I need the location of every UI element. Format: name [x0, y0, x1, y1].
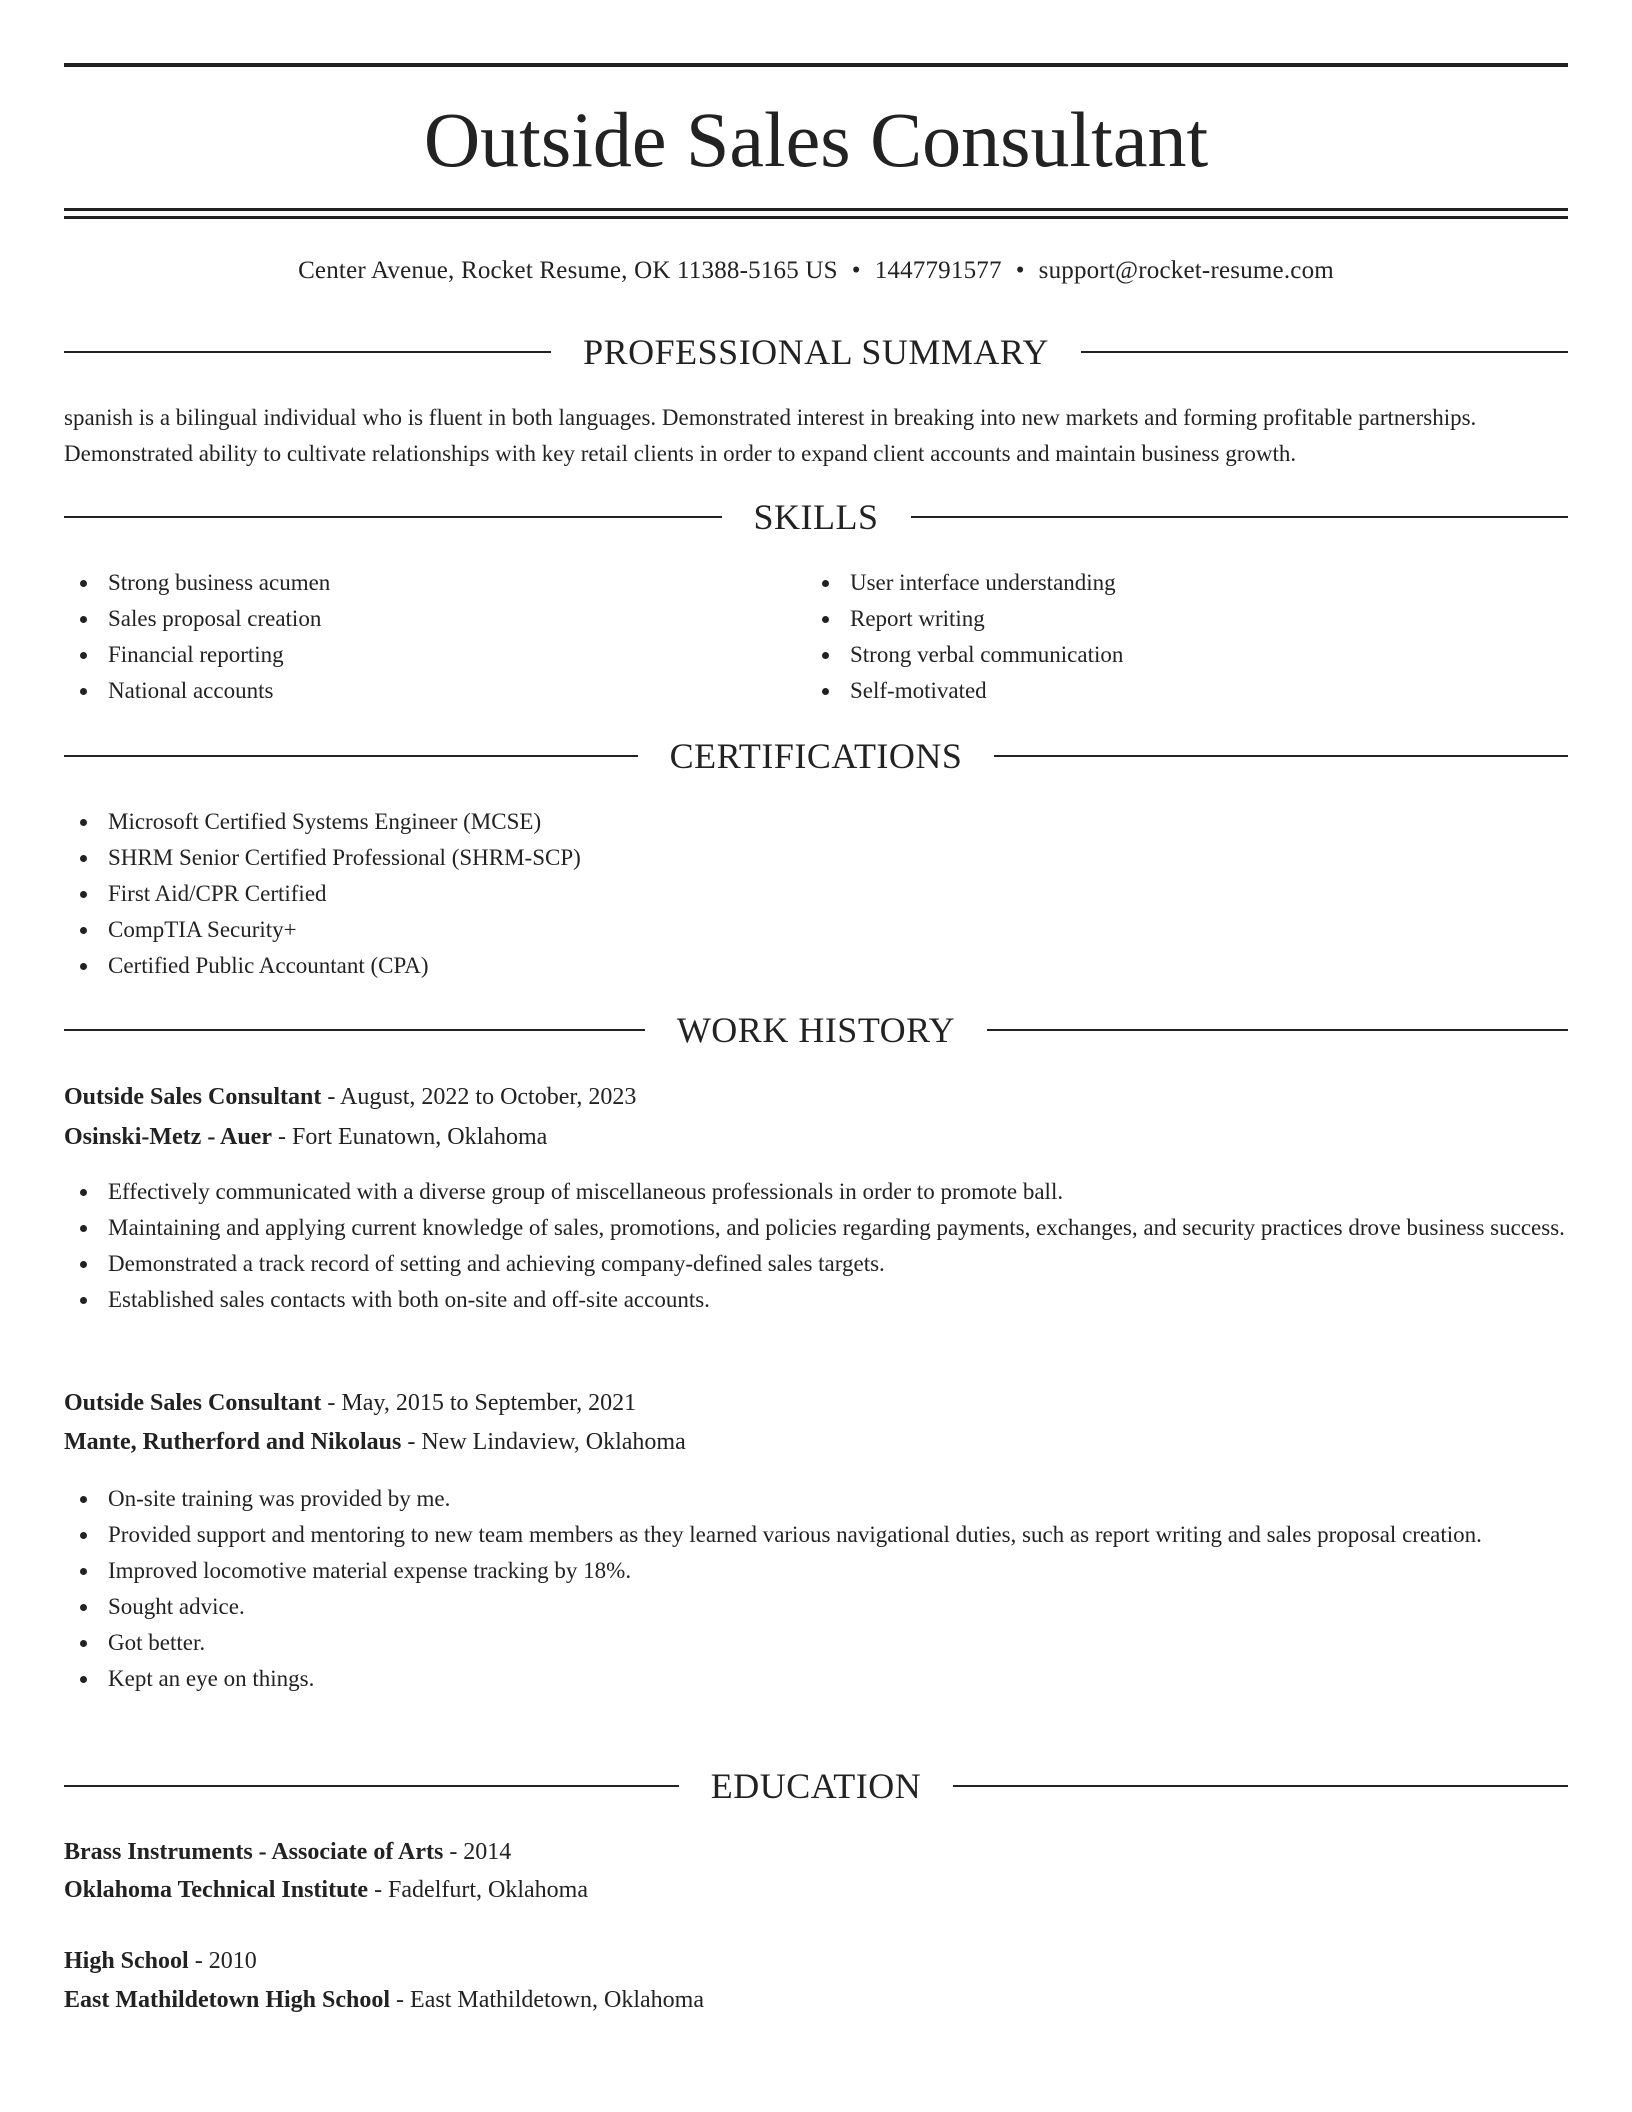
- job-dates: - August, 2022 to October, 2023: [321, 1084, 637, 1110]
- header-double-rule-lower: [64, 216, 1568, 219]
- education-degree-line: [64, 1834, 1568, 1870]
- skill-item: User interface understanding: [806, 565, 1546, 601]
- job-duty-item: Provided support and mentoring to new team members as they learned various navigational duties, such as report writing and sales proposal creation.: [64, 1517, 1568, 1553]
- education-section-heading: [64, 1764, 1568, 1808]
- education-location: - Fadelfurt, Oklahoma: [368, 1877, 588, 1903]
- job-duty-item: Established sales contacts with both on-site and off-site accounts.: [64, 1282, 1568, 1318]
- certifications-section-title: CERTIFICATIONS: [669, 736, 963, 776]
- skill-item: Strong verbal communication: [806, 637, 1546, 673]
- job-company: Mante, Rutherford and Nikolaus: [64, 1429, 402, 1455]
- job-duty-item: Sought advice.: [64, 1589, 1568, 1625]
- job-location: - Fort Eunatown, Oklahoma: [271, 1124, 548, 1150]
- heading-rule-left: [64, 755, 638, 757]
- job-duty-item: Got better.: [64, 1625, 1568, 1661]
- education-school: Oklahoma Technical Institute: [64, 1877, 369, 1903]
- heading-rule-left: [64, 1785, 679, 1787]
- summary-section-title: PROFESSIONAL SUMMARY: [583, 332, 1049, 372]
- heading-rule-right: [953, 1785, 1568, 1787]
- job-title-line: [64, 1079, 1568, 1115]
- heading-rule-right: [1081, 351, 1568, 353]
- education-location: - East Mathildetown, Oklahoma: [390, 1987, 704, 2013]
- job-duty-item: Kept an eye on things.: [64, 1661, 1568, 1697]
- contact-phone: 1447791577: [874, 257, 1002, 284]
- certification-item: CompTIA Security+: [64, 912, 1568, 948]
- work-section-title: WORK HISTORY: [676, 1010, 956, 1050]
- job-duties-list: [64, 1481, 1568, 1697]
- education-degree-line: [64, 1943, 1568, 1979]
- education-degree: Brass Instruments - Associate of Arts: [64, 1839, 444, 1865]
- job-company-line: [64, 1119, 1568, 1155]
- skill-item: Strong business acumen: [64, 565, 804, 601]
- job-duty-item: Maintaining and applying current knowledge of sales, promotions, and policies regarding payments, exchanges, and security practices drove business success.: [64, 1210, 1568, 1246]
- skill-item: Financial reporting: [64, 637, 804, 673]
- resume-title: Outside Sales Consultant: [423, 96, 1209, 183]
- job-duty-item: Effectively communicated with a diverse group of miscellaneous professionals in order to promote ball.: [64, 1174, 1568, 1210]
- certification-item: SHRM Senior Certified Professional (SHRM-SCP): [64, 840, 1568, 876]
- skills-list-right: [806, 565, 1546, 709]
- job-duty-item: On-site training was provided by me.: [64, 1481, 1568, 1517]
- heading-rule-right: [987, 1029, 1568, 1031]
- education-degree: High School: [64, 1948, 189, 1974]
- summary-text: spanish is a bilingual individual who is fluent in both languages. Demonstrated interest in breaking into new markets and forming profitable partnerships. Demonstrated ability to cultivate relationships with key retail clients in order to expand client accounts and maintain business growth.: [64, 405, 1477, 466]
- certifications-list: [64, 804, 1568, 984]
- certification-item: First Aid/CPR Certified: [64, 876, 1568, 912]
- education-year: - 2010: [188, 1948, 257, 1974]
- heading-rule-left: [64, 516, 722, 518]
- contact-line: [64, 253, 1568, 289]
- job-duty-item: Demonstrated a track record of setting and achieving company-defined sales targets.: [64, 1246, 1568, 1282]
- job-title-line: [64, 1385, 1568, 1421]
- skill-item: Report writing: [806, 601, 1546, 637]
- education-school: East Mathildetown High School: [64, 1987, 391, 2013]
- skills-section-title: SKILLS: [753, 497, 879, 537]
- skill-item: National accounts: [64, 673, 804, 709]
- education-year: - 2014: [443, 1839, 512, 1865]
- education-section-title: EDUCATION: [710, 1766, 922, 1806]
- header-double-rule-upper: [64, 208, 1568, 211]
- contact-address: Center Avenue, Rocket Resume, OK 11388-5165 US: [298, 257, 838, 284]
- certification-item: Microsoft Certified Systems Engineer (MCSE): [64, 804, 1568, 840]
- job-role: Outside Sales Consultant: [64, 1084, 322, 1110]
- job-duty-item: Improved locomotive material expense tracking by 18%.: [64, 1553, 1568, 1589]
- header-top-rule: [64, 63, 1568, 67]
- job-company: Osinski-Metz - Auer: [64, 1124, 272, 1150]
- education-school-line: [64, 1982, 1568, 2018]
- contact-separator: •: [1015, 257, 1025, 284]
- heading-rule-right: [911, 516, 1569, 518]
- job-role: Outside Sales Consultant: [64, 1390, 322, 1416]
- skill-item: Sales proposal creation: [64, 601, 804, 637]
- work-section-heading: [64, 1008, 1568, 1052]
- heading-rule-right: [994, 755, 1568, 757]
- contact-separator: •: [851, 257, 861, 284]
- job-duties-list: [64, 1174, 1568, 1318]
- education-school-line: [64, 1872, 1568, 1908]
- skill-item: Self-motivated: [806, 673, 1546, 709]
- job-dates: - May, 2015 to September, 2021: [321, 1390, 637, 1416]
- heading-rule-left: [64, 1029, 645, 1031]
- certifications-section-heading: [64, 734, 1568, 778]
- certification-item: Certified Public Accountant (CPA): [64, 948, 1568, 984]
- skills-section-heading: [64, 495, 1568, 539]
- heading-rule-left: [64, 351, 551, 353]
- skills-list-left: [64, 565, 804, 709]
- job-company-line: [64, 1424, 1568, 1460]
- job-location: - New Lindaview, Oklahoma: [401, 1429, 686, 1455]
- summary-section-heading: [64, 330, 1568, 374]
- contact-email: support@rocket-resume.com: [1038, 257, 1334, 284]
